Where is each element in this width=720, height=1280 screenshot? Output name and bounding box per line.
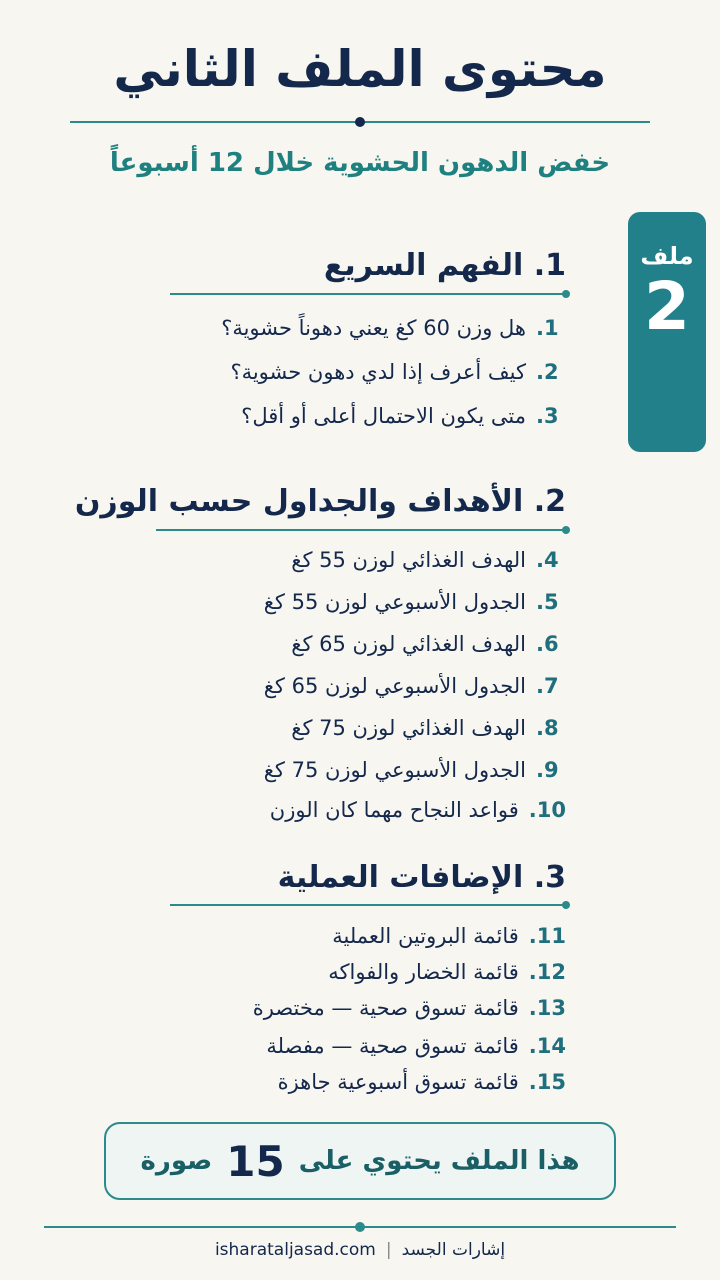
page-title: محتوى الملف الثاني (113, 40, 607, 98)
section-2-title: 2. الأهداف والجداول حسب الوزن (74, 484, 566, 519)
summary-after: صورة (140, 1146, 213, 1176)
list-item: 4. الهدف الغذائي لوزن 55 كغ (291, 548, 559, 572)
list-item: 1. هل وزن 60 كغ يعني دهوناً حشوية؟ (221, 316, 559, 340)
section-1-title: 1. الفهم السريع (323, 248, 566, 283)
list-item: 10. قواعد النجاح مهما كان الوزن (269, 798, 566, 822)
rule-dot (562, 526, 570, 534)
footer-divider (44, 1226, 676, 1228)
divider-dot (355, 117, 365, 127)
list-item: 12. قائمة الخضار والفواكه (328, 960, 566, 984)
list-item: 2. كيف أعرف إذا لدي دهون حشوية؟ (230, 360, 559, 384)
list-item: 14. قائمة تسوق صحية — مفصلة (266, 1034, 566, 1058)
section-2-rule (156, 529, 566, 531)
list-item: 11. قائمة البروتين العملية (332, 924, 566, 948)
divider-dot (355, 1222, 365, 1232)
section-3-rule (170, 904, 566, 906)
list-item: 6. الهدف الغذائي لوزن 65 كغ (291, 632, 559, 656)
title-divider (70, 121, 650, 123)
badge-label: ملف (640, 242, 694, 270)
list-item: 7. الجدول الأسبوعي لوزن 65 كغ (263, 674, 559, 698)
section-1-rule (170, 293, 566, 295)
badge-number: 2 (644, 268, 690, 345)
footer-separator: | (385, 1240, 392, 1260)
summary-box (104, 1122, 616, 1200)
rule-dot (562, 901, 570, 909)
file-badge (628, 212, 706, 452)
footer (0, 1240, 720, 1260)
summary-count: 15 (226, 1136, 285, 1186)
list-item: 9. الجدول الأسبوعي لوزن 75 كغ (263, 758, 559, 782)
list-item: 13. قائمة تسوق صحية — مختصرة (252, 996, 566, 1020)
section-3-title: 3. الإضافات العملية (277, 860, 566, 895)
rule-dot (562, 290, 570, 298)
list-item: 8. الهدف الغذائي لوزن 75 كغ (291, 716, 559, 740)
page-subtitle: خفض الدهون الحشوية خلال 12 أسبوعاً (109, 148, 611, 178)
list-item: 5. الجدول الأسبوعي لوزن 55 كغ (263, 590, 559, 614)
footer-site: isharataljasad.com (214, 1240, 376, 1260)
list-item: 15. قائمة تسوق أسبوعية جاهزة (277, 1070, 566, 1094)
list-item: 3. متى يكون الاحتمال أعلى أو أقل؟ (241, 404, 559, 428)
footer-brand: إشارات الجسد (401, 1240, 506, 1260)
summary-before: هذا الملف يحتوي على (298, 1146, 580, 1176)
